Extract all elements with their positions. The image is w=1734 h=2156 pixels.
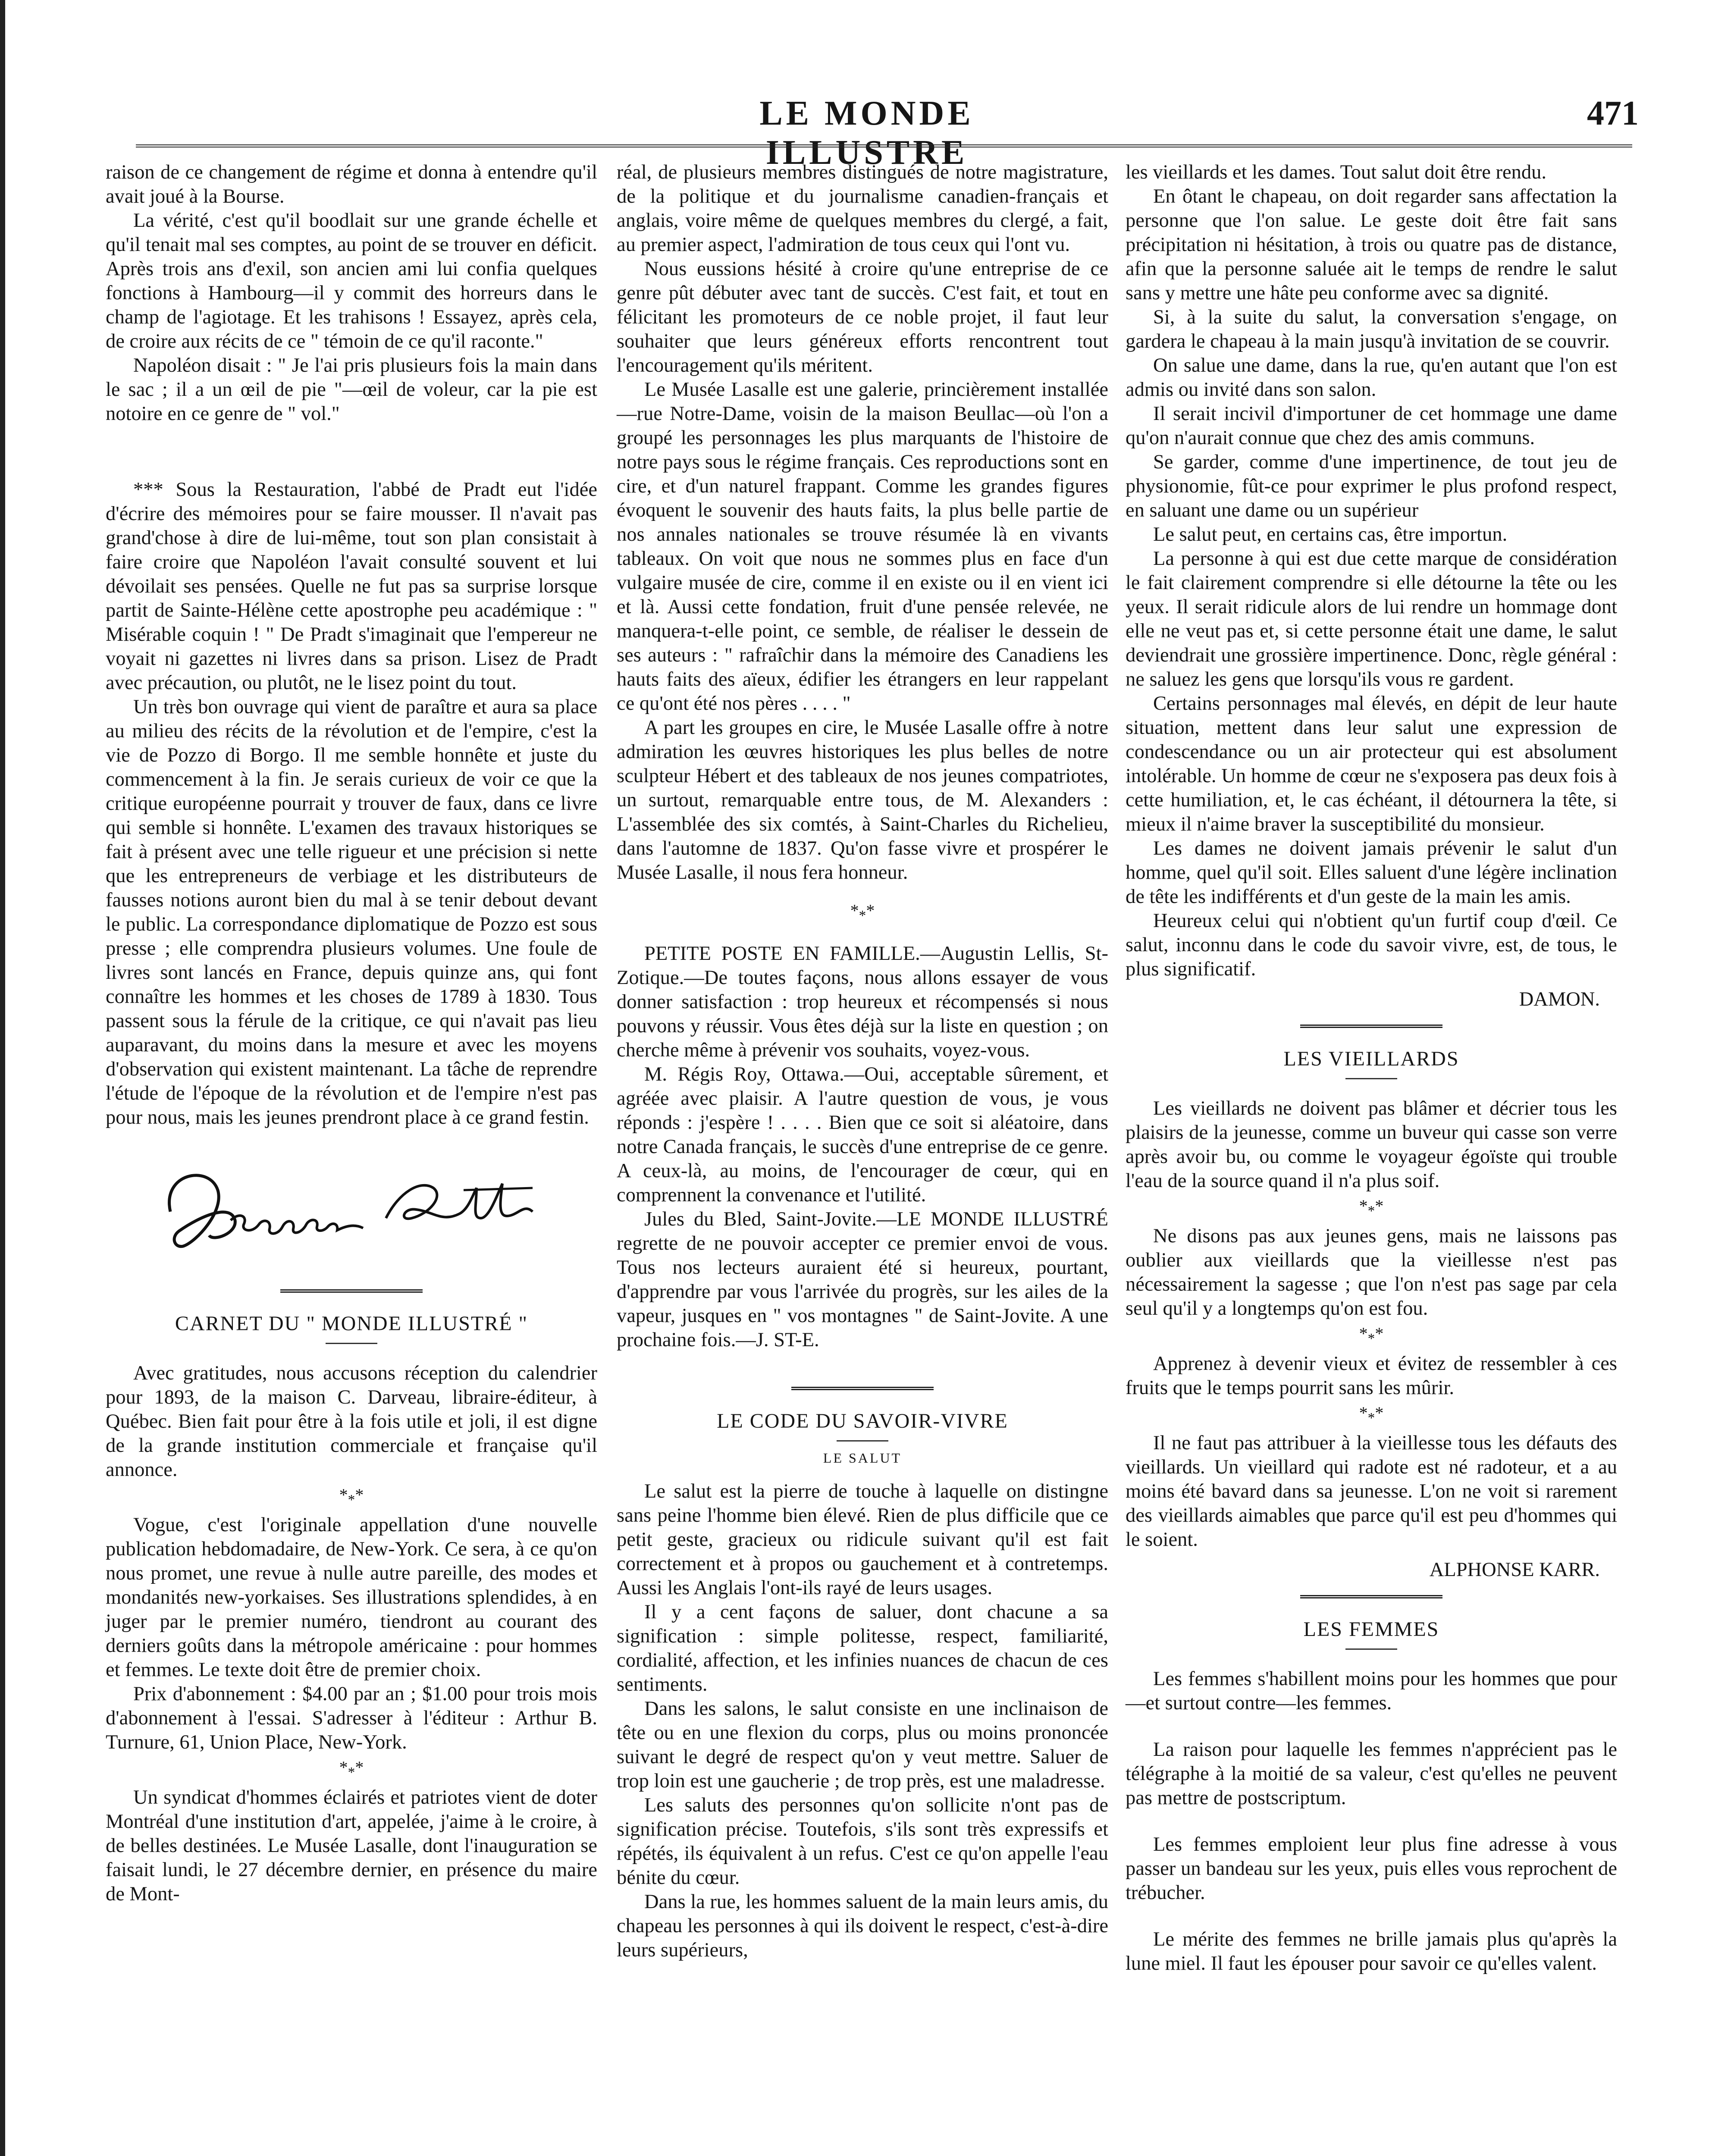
paragraph: A part les groupes en cire, le Musée Lasalle offre à notre admiration les œuvres historiques les plus belles de notre sculpteur Hébert et des tableaux de nos jeunes compatriotes, un surtout, remarquable entre tous, de M. Alexanders : L'assemblée des six comtés, à Saint-Charles du Richelieu, dans l'automne de 1837. Qu'on fasse vivre et prospérer le Musée Lasalle, il nous fera honneur. [617,717,1108,884]
paragraph: Avec gratitudes, nous accusons réception du calendrier pour 1893, de la maison C. Darveau, libraire-éditeur, à Québec. Bien fait pour être à la fois utile et joli, il est digne de la grande institution commerciale et française qu'il annonce. [106,1362,597,1481]
paragraph: Dans les salons, le salut consiste en une inclinaison de tête ou en une flexion du corps, plus ou moins prononcée suivant le degré de respect qu'on y veut mettre. Saluer de trop loin est une gaucherie ; de trop près, est une maladresse. [617,1698,1108,1792]
paragraph: Nous eussions hésité à croire qu'une entreprise de ce genre pût débuter avec tant de succès. C'est fait, et tout en félicitant les promoteurs de ce noble projet, il faut leur souhaiter que leurs généreux efforts rencontrent tout l'encouragement qu'ils méritent. [617,258,1108,376]
paragraph: Le salut est la pierre de touche à laquelle on distingne sans peine l'homme bien élevé. Rien de plus difficile que ce petit geste, gracieux ou ridicule suivant qu'il est fait correctement et à propos ou gauchement et à contretemps. Aussi les Anglais l'ont-ils rayé de leurs usages. [617,1480,1108,1599]
paragraph: M. Régis Roy, Ottawa.—Oui, acceptable sûrement, et agréée avec plaisir. A l'autre question de vous, je vous réponds : j'espère ! . . . . Bien que ce soit si aléatoire, dans notre Canada français, le succès d'une entreprise de ce genre. A ceux-là, au moins, de l'encourager de cœur, qui en comprennent la convenance et l'utilité. [617,1063,1108,1206]
paragraph: On salue une dame, dans la rue, qu'en autant que l'on est admis ou invité dans son salon. [1126,354,1617,401]
paragraph: Certains personnages mal élevés, en dépit de leur haute situation, mettent dans leur salut une expression de condescendance ou un air protecteur qui est absolument intolérable. Un homme de cœur ne s'exposera pas deux fois à cette humiliation, et, le cas échéant, il détournera la tête, si mieux il n'aime braver la susceptibilité du monsieur. [1126,693,1617,835]
paragraph: réal, de plusieurs membres distingués de notre magistrature, de la politique et du journalisme canadien-français et anglais, voire même de quelques membres du clergé, a fait, au premier aspect, l'admiration de tous ceux qui l'ont vu. [617,161,1108,256]
section-title: LES VIEILLARDS [1283,1047,1459,1070]
paragraph: Jules du Bled, Saint-Jovite.—LE MONDE ILLUSTRÉ regrette de ne pouvoir accepter ce premier envoi de vous. Tous nos lecteurs auraient été si heureux, pourtant, d'apprendre par vous l'arrivée du progrès, sur les ailes de la vapeur, jusques en " vos montagnes " de Saint-Jovite. A une prochaine fois.—J. ST-E. [617,1208,1108,1351]
paragraph: Apprenez à devenir vieux et évitez de ressembler à ces fruits que le temps pourrit sans les mûrir. [1126,1353,1617,1399]
paragraph: *** Sous la Restauration, l'abbé de Pradt eut l'idée d'écrire des mémoires pour se faire mousser. Il n'avait pas grand'chose à dire de lui-même, tout son plan consistait à faire croire que Napoléon l'avait consulté souvent et lui dévoilait ses pensées. Quelle ne fut pas sa surprise lorsque partit de Sainte-Hélène cette apostrophe peu académique : " Misérable coquin ! " De Pradt s'imaginait que l'empereur ne voyait ni gazettes ni livres dans sa prison. Lisez de Pradt avec précaution, ou plutôt, ne le lisez point du tout. [106,479,597,694]
paragraph: La raison pour laquelle les femmes n'apprécient pas le télégraphe à la moitié de sa valeur, c'est qu'elles ne peuvent pas mettre de postscriptum. [1126,1739,1617,1809]
section-rule [1300,1595,1442,1601]
author-byline: DAMON. [1519,988,1600,1010]
paragraph: Vogue, c'est l'originale appellation d'une nouvelle publication hebdomadaire, de New-York. Ce sera, à ce qu'on nous promet, une revue à nulle autre pareille, des modes et mondanités new-yorkaises. Ses illustrations splendides, à en juger par le premier numéro, tiendront au courant des derniers goûts dans la métropole américaine : pour hommes et femmes. Le texte doit être de premier choix. [106,1514,597,1681]
paragraph: les vieillards et les dames. Tout salut doit être rendu. [1126,161,1547,183]
paragraph: Le mérite des femmes ne brille jamais plus qu'après la lune miel. Il faut les épouser pour savoir ce qu'elles valent. [1126,1928,1617,1974]
paragraph: Napoléon disait : " Je l'ai pris plusieurs fois la main dans le sac ; il a un œil de pie "—œil de voleur, car la pie est notoire en ce genre de " vol." [106,354,597,425]
paragraph: Ne disons pas aux jeunes gens, mais ne laissons pas oublier aux vieillards que la vieillesse n'est pas nécessairement la sagesse ; que l'on n'est pas sage par cela seul qu'il y a longtemps qu'on est fou. [1126,1225,1617,1319]
paragraph: Un très bon ouvrage qui vient de paraître et aura sa place au milieu des récits de la révolution et de l'empire, c'est la vie de Pozzo di Borgo. Il me semble honnête et juste du commencement à la fin. Je serais curieux de voir ce que la critique européenne pourrait y trouver de faux, dans ce livre qui semble si honnête. L'examen des travaux historiques se fait à présent avec une telle rigueur et une précision si nette que les entrepreneurs de verbiage et les distributeurs de fausses notions auront bien du mal à se tenir debout devant le public. La correspondance diplomatique de Pozzo est sous presse ; elle comprendra plusieurs volumes. Une foule de livres sont lancés en France, depuis quinze ans, qui font connaître les hommes et les choses de 1789 à 1830. Tous passent sous la férule de la critique, ce qui n'avait pas lieu auparavant, du moins dans la mesure et avec les moyens d'observation qui existent maintenant. La tâche de reprendre l'étude de l'époque de la révolution et de l'empire n'est pas pour nous, mais les jeunes prendront place à ce grand festin. [106,696,597,1128]
author-byline: ALPHONSE KARR. [1429,1559,1600,1581]
asterism: $*_**$ [339,1485,364,1508]
paragraph: Les dames ne doivent jamais prévenir le salut d'un homme, quel qu'il soit. Elles saluent d'une légère inclination de tête les indifférents et d'un geste de la main les amis. [1126,837,1617,908]
paragraph: Les femmes emploient leur plus fine adresse à vous passer un bandeau sur les yeux, puis elles vous reprochent de trébucher. [1126,1833,1617,1904]
paragraph: La vérité, c'est qu'il boodlait sur une grande échelle et qu'il tenait mal ses comptes, au point de se trouver en déficit. Après trois ans d'exil, son ancien ami lui confia quelques fonctions à Hambourg—il y commit des horreurs dans le champ de l'agiotage. Et les trahisons ! Essayez, après cela, de croire aux récits de ce " témoin de ce qu'il raconte." [106,210,597,352]
section-subtitle: LE SALUT [823,1450,902,1466]
paragraph: Les femmes s'habillent moins pour les hommes que pour—et surtout contre—les femmes. [1126,1668,1617,1714]
page-number: 471 [1587,94,1639,132]
asterism: $*_**$ [1359,1196,1384,1219]
paragraph: raison de ce changement de régime et donna à entendre qu'il avait joué à la Bourse. [106,161,597,207]
paragraph: Les saluts des personnes qu'on sollicite n'ont pas de signification précise. Toutefois, s'ils sont très expressifs et répétés, ils équivalent à un refus. C'est ce qu'on appelle l'eau bénite du cœur. [617,1794,1108,1889]
paragraph: Le Musée Lasalle est une galerie, princièrement installée—rue Notre-Dame, voisin de la maison Beullac—où l'on a groupé les personnages les plus marquants de l'histoire de notre pays sous le régime français. Ces reproductions sont en cire, et d'un naturel frappant. Comme les grandes figures évoquent le souvenir des hauts faits, la plus belle partie de nos annales nationales se trouve résumée là en vivants tableaux. On voit que nous ne sommes plus en face d'un vulgaire musée de cire, comme il en existe ou il en vient ici et là. Aussi cette fondation, fruit d'une pensée relevée, ne manquera-t-elle point, ce semble, de réaliser le dessein de ses auteurs : " rafraîchir dans la mémoire des Canadiens les hauts faits des aïeux, édifier les étrangers en leur rappelant ce qu'ont été nos pères . . . . " [617,379,1108,714]
paragraph: En ôtant le chapeau, on doit regarder sans affectation la personne que l'on salue. Le geste doit être fait sans précipitation ni hésitation, à trois ou quatre pas de distance, afin que la personne saluée ait le temps de rendre le salut sans y mettre une hâte peu conforme avec sa dignité. [1126,185,1617,304]
section-rule [280,1289,423,1295]
paragraph: Il ne faut pas attribuer à la vieillesse tous les défauts des vieillards. Un vieillard qui radote est né radoteur, et a au moins été bavard dans sa jeunesse. L'on ne voit si rarement des vieillards aimables que parce qu'il est peu d'hommes qui le soient. [1126,1432,1617,1551]
paragraph: Le salut peut, en certains cas, être importun. [1153,523,1508,545]
column-2 [617,160,1108,1962]
paragraph: Heureux celui qui n'obtient qu'un furtif coup d'œil. Ce salut, inconnu dans le code du savoir vivre, est, de tous, le plus significatif. [1126,910,1617,980]
page-edge-mark [0,0,5,2156]
paragraph: Un syndicat d'hommes éclairés et patriotes vient de doter Montréal d'une institution d'art, appelée, j'aime à le croire, à de belles destinées. Le Musée Lasalle, dont l'inauguration se faisait lundi, le 27 décembre dernier, en présence du maire de Mont- [106,1786,597,1905]
section-title: LE CODE DU SAVOIR-VIVRE [717,1410,1008,1432]
paragraph: Il y a cent façons de saluer, dont chacune a sa signification : simple politesse, respect, familiarité, cordialité, affection, et les infinies nuances de chacun de ces sentiments. [617,1601,1108,1695]
paragraph: Si, à la suite du salut, la conversation s'engage, on gardera le chapeau à la main jusqu'à invitation de se couvrir. [1126,306,1617,352]
section-rule [791,1387,934,1393]
section-title: CARNET DU " MONDE ILLUSTRÉ " [175,1312,528,1335]
paragraph: Les vieillards ne doivent pas blâmer et décrier tous les plaisirs de la jeunesse, comme un buveur qui casse son verre après avoir bu, ou comme le voyageur égoïste qui trouble l'eau de la source quand il n'a plus soif. [1126,1097,1617,1192]
section-rule [1300,1025,1442,1031]
paragraph: Il serait incivil d'importuner de cet hommage une dame qu'on n'aurait connue que chez des amis communs. [1126,403,1617,449]
asterism: $*_**$ [850,901,875,924]
paragraph: Prix d'abonnement : $4.00 par an ; $1.00 pour trois mois d'abonnement à l'essai. S'adresser à l'éditeur : Arthur B. Turnure, 61, Union Place, New-York. [106,1683,597,1753]
paragraph: PETITE POSTE EN FAMILLE.—Augustin Lellis, St-Zotique.—De toutes façons, nous allons essayer de vous donner satisfaction : trop heureux et récompensés si nous pouvons y réussir. Vous êtes déjà sur la liste en question ; on cherche même à prévenir vos souhaits, voyez-vous. [617,943,1108,1061]
header-rule [136,144,1632,147]
paragraph: Dans la rue, les hommes saluent de la main leurs amis, du chapeau les personnes à qui ils doivent le respect, c'est-à-dire leurs supérieurs, [617,1891,1108,1961]
asterism: $*_**$ [339,1758,364,1780]
paragraph: La personne à qui est due cette marque de considération le fait clairement comprendre si elle détourne la tête ou les yeux. Il serait ridicule alors de lui rendre un hommage dont elle ne veut pas et, si cette personne était une dame, le salut deviendrait une grossière impertinence. Donc, règle général : ne saluez les gens que lorsqu'ils vous re gardent. [1126,548,1617,690]
asterism: $*_**$ [1359,1324,1384,1347]
asterism: $*_**$ [1359,1403,1384,1426]
paragraph: Se garder, comme d'une impertinence, de tout jeu de physionomie, fût-ce pour exprimer le plus profond respect, en saluant une dame ou un supérieur [1126,451,1617,521]
page-title: LE MONDE ILLUSTRE [759,94,974,172]
signature [106,1138,597,1272]
column-3 [1126,160,1617,1998]
section-title: LES FEMMES [1303,1618,1439,1641]
column-1 [106,160,597,1906]
